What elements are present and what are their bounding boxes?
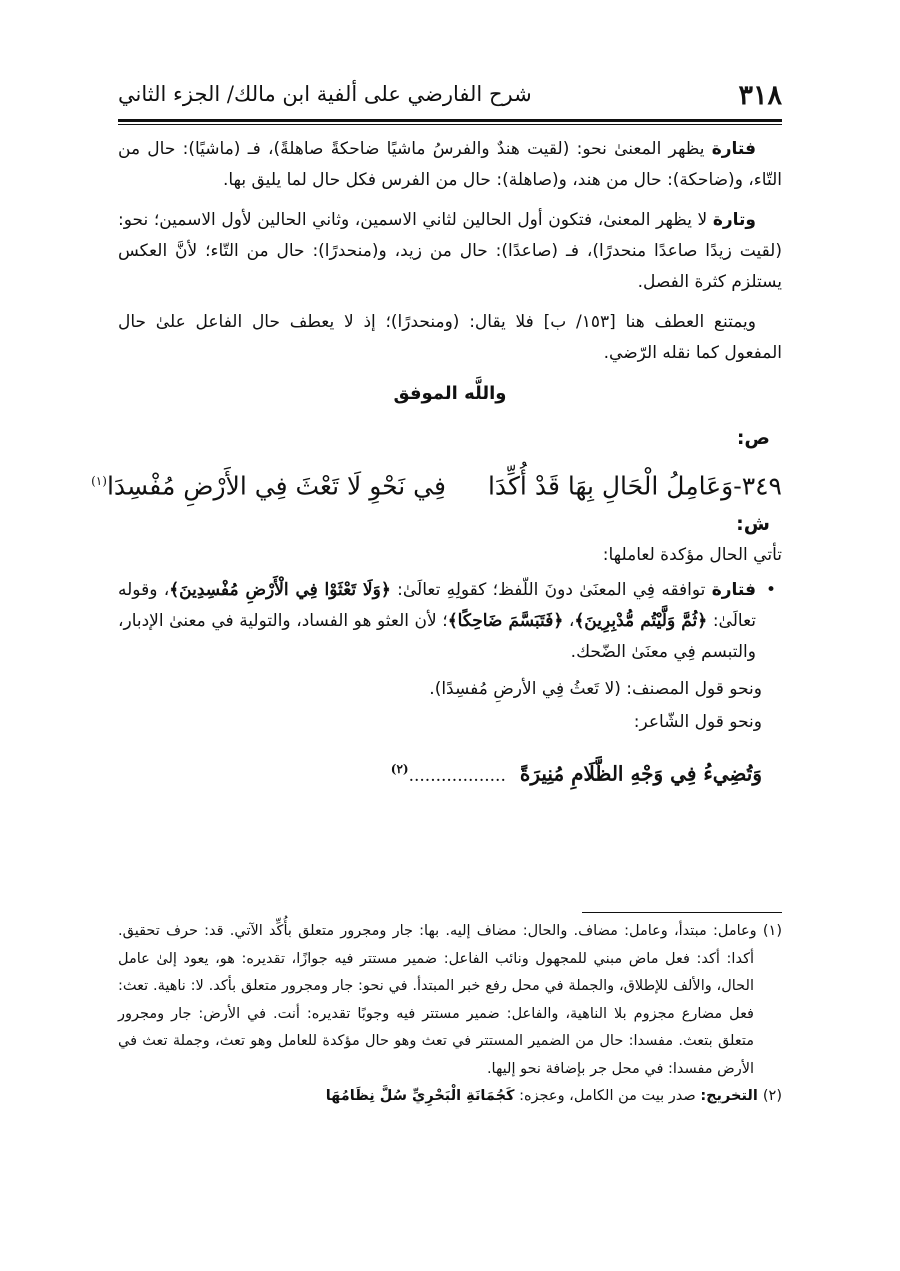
footnote-ref-1[interactable]: (١) <box>91 474 107 488</box>
bullet-text-1: توافقه فِي المعنَىٰ دونَ اللّفظ؛ كقولِهِ تعالَىٰ: <box>390 580 712 601</box>
bullet-text-3: ، <box>563 611 575 632</box>
verse-number: ٣٤٩- <box>733 471 782 501</box>
verse-first-half: وَعَامِلُ الْحَالِ بِهَا قَدْ أُكِّدَا <box>487 471 734 501</box>
footnote-1 <box>118 918 782 1083</box>
commentary-label: ش: <box>736 513 770 536</box>
footnote-ref-2[interactable]: (٢) <box>390 762 409 777</box>
bullet-lead: فتارة <box>711 580 756 601</box>
bullet-dot-icon: • <box>765 580 776 601</box>
page-number: ٣١٨ <box>738 80 782 111</box>
footnote-2-text: صدر بيت من الكامل، وعجزه: <box>514 1088 701 1104</box>
paragraph-1 <box>118 134 782 196</box>
header-rule-thin <box>118 124 782 125</box>
author-line: ونحو قول المصنف: (لا تَعثُ فِي الأرضِ مُفسِدًا). <box>429 679 762 700</box>
header-rule-thick <box>118 119 782 122</box>
footnote-2-lead: التخريج: <box>700 1088 763 1104</box>
closing-phrase: واللَّه الموفق <box>393 383 507 404</box>
bullet-text-2: ، وقوله تعالَىٰ: <box>118 580 757 632</box>
bullet-text-4: ؛ لأن العثو هو الفساد، والتولية في معنىٰ الإدبار، والتبسم فِي معنَىٰ الضّحك. <box>118 611 756 663</box>
paragraph-3: ويمتنع العطف هنا [١٥٣/ ب] فلا يقال: (ومنحدرًا)؛ إذ لا يعطف حال الفاعل علىٰ حال المفعول كما نقله الرّضي. <box>118 312 782 363</box>
poet-line: ونحو قول الشّاعر: <box>633 712 762 733</box>
footnote-separator <box>582 912 782 913</box>
paragraph-1-text: يظهر المعنىٰ نحو: (لقيت هندٌ والفرسُ ماشيًا ضاحكةً صاهلةً)، فـ (ماشيًا): حال من التّاء، و(ضاحكة): حال من هند، و(صاهلة): حال من الفرس فكل حال لما يليق بها. <box>118 139 782 190</box>
intro-line: تأتي الحال مؤكدة لعاملها: <box>602 545 782 566</box>
footnote-2 <box>118 1083 782 1111</box>
paragraph-2-text: لا يظهر المعنىٰ، فتكون أول الحالين لثاني الاسمين، وثاني الحالين لأول الاسمين؛ نحو: (لقيت زيدًا صاعدًا منحدرًا)، فـ (صاعدًا): حال من زيد، و(منحدرًا): حال من التّاء؛ لأنَّ العكس يستلزم كثرة الفصل. <box>118 210 782 292</box>
poem-line <box>118 754 762 792</box>
verse-second-half: فِي نَحْوِ لَا تَعْثَ فِي الأَرْضِ مُفْسِدَا <box>106 471 446 501</box>
paragraph-2-lead: وتارة <box>712 210 756 230</box>
footnotes <box>118 918 782 1111</box>
footnote-2-verse: كَجُمَانَةِ الْبَحْرِيِّ سُلَّ نِظَامُهَا <box>325 1088 515 1104</box>
footnote-1-text: وعامل: مبتدأ، وعامل: مضاف. والحال: مضاف إليه. بها: جار ومجرور متعلق بأُكِّد الآتي. قد: حرف تحقيق. أكدا: أكد: فعل ماض مبني للمجهول ونائب الفاعل: ضمير مستتر فيه جوازًا، تقديره: هو، يعود إلىٰ عامل الحال، والألف للإطلاق، والجملة في محل رفع خبر المبتدأ. في نحو: جار ومجرور متعلق بأكد. لا: ناهية. تعث: فعل مضارع مجزوم بلا الناهية، والفاعل: ضمير مستتر فيه وجوبًا تقديره: أنت. في الأرض: جار ومجرور متعلق بتعث. مفسدا: حال من الضمير المستتر في تعث وهو حال مؤكدة للعامل وهو تعث، وجملة تعث في الأرض مفسدا: في محل جر بإضافة نحو إليها. <box>118 923 763 1077</box>
page-header <box>118 78 782 116</box>
verse-line <box>91 458 782 509</box>
verse-label: ص: <box>736 427 770 449</box>
footnote-1-marker: (١) <box>762 923 782 939</box>
quran-verse-3: ﴿فَتَبَسَّمَ ضَاحِكًا﴾ <box>447 611 564 632</box>
quran-verse-2: ﴿ثُمَّ وَلَّيْتُم مُّدْبِرِينَ﴾ <box>574 611 708 632</box>
running-title: شرح الفارضي على ألفية ابن مالك/ الجزء الثاني <box>118 82 532 106</box>
footnote-2-marker: (٢) <box>762 1088 782 1104</box>
quran-verse-1: ﴿وَلَا تَعْثَوْا فِي الْأَرْضِ مُفْسِدِينَ﴾ <box>169 580 391 601</box>
poem-text: وَتُضِيءُ فِي وَجْهِ الظَّلَامِ مُنِيرَةً <box>519 761 762 786</box>
bullet-item <box>118 575 782 668</box>
paragraph-1-lead: فتارة <box>711 139 756 159</box>
paragraph-2 <box>118 205 782 298</box>
main-text <box>91 134 782 792</box>
poem-dots: .................. <box>408 765 506 786</box>
